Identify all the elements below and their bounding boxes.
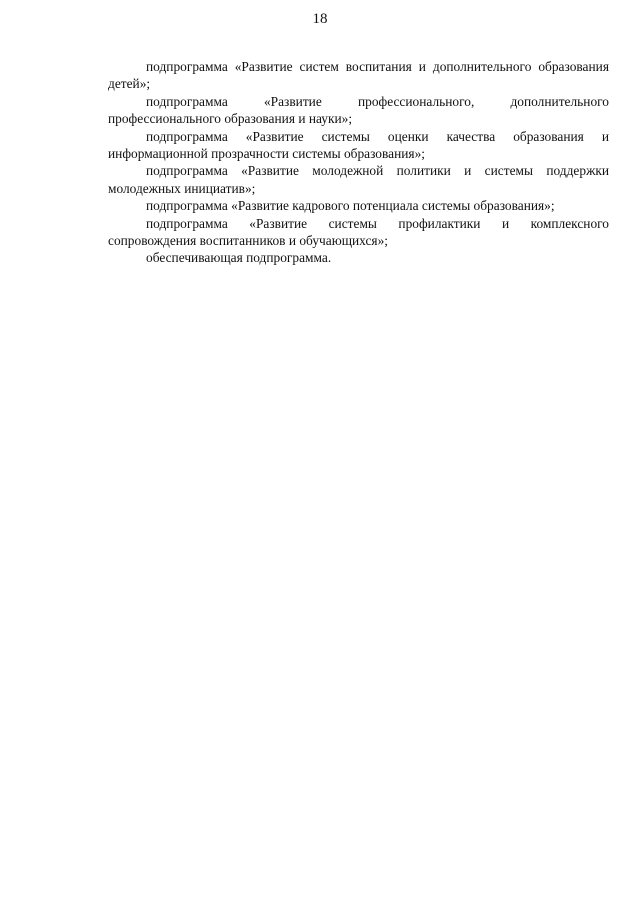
list-item: подпрограмма «Развитие профессионального, дополнительного профессионального образования и науки»;	[108, 93, 609, 127]
page-number: 18	[312, 11, 328, 27]
list-item: подпрограмма «Развитие систем воспитания и дополнительного образования детей»;	[108, 59, 609, 92]
list-item: обеспечивающая подпрограмма.	[146, 250, 332, 266]
list-item: подпрограмма «Развитие системы профилактики и комплексного сопровождения воспитанников и обучающихся»;	[108, 215, 609, 249]
list-item: подпрограмма «Развитие системы оценки качества образования и информационной прозрачности системы образования»;	[108, 128, 609, 162]
subprogram-list	[108, 58, 609, 267]
list-item: подпрограмма «Развитие кадрового потенциала системы образования»;	[146, 198, 555, 214]
list-item: подпрограмма «Развитие молодежной политики и системы поддержки молодежных инициатив»;	[108, 163, 609, 196]
